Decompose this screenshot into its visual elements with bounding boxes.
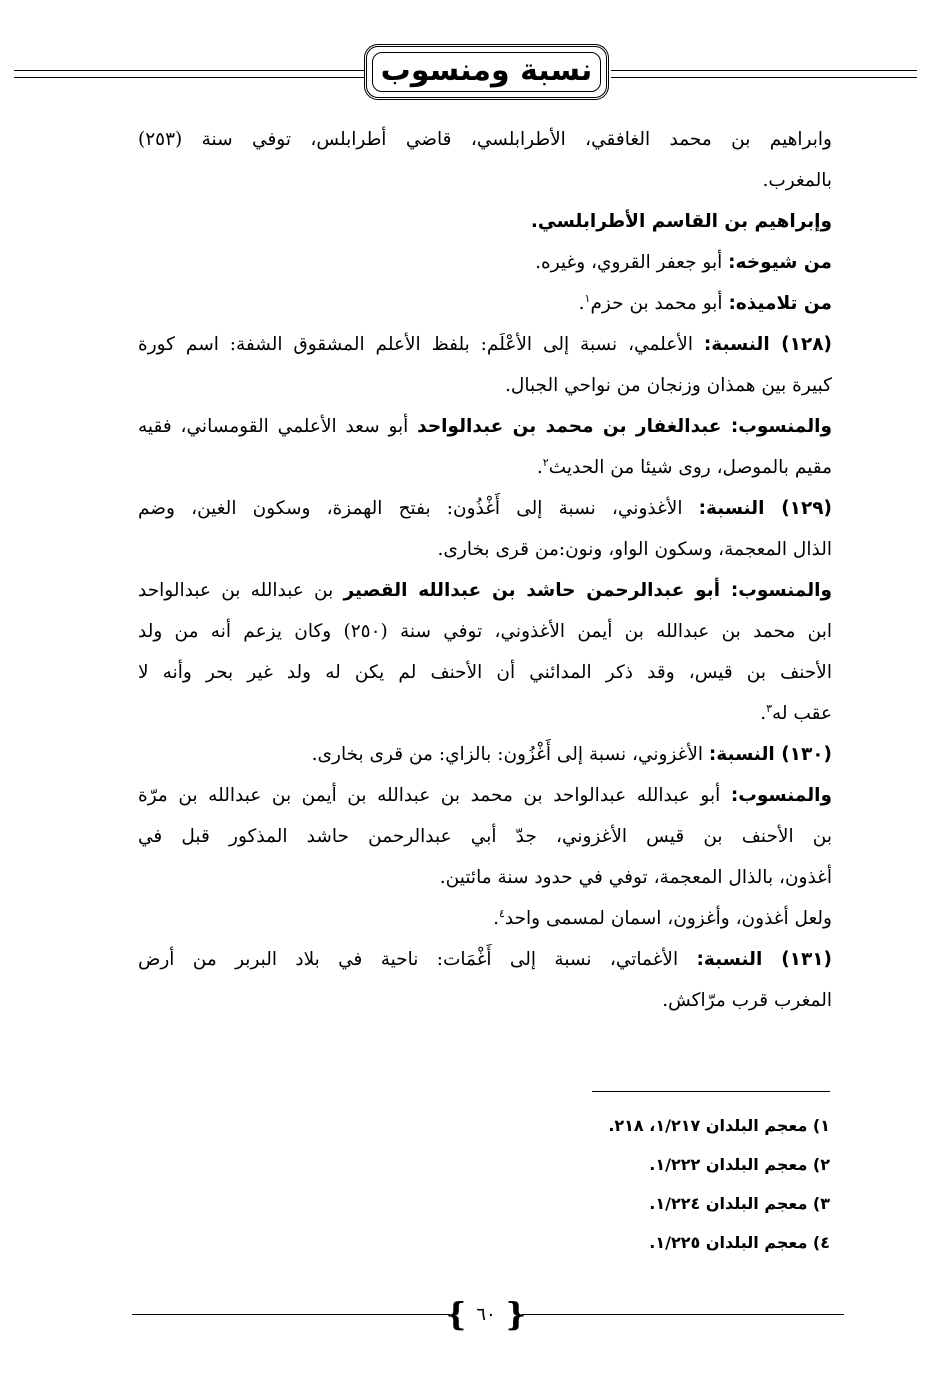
label-shuyukh: من شيوخه: [728, 252, 832, 273]
line-end: . [760, 703, 767, 724]
footnote-ref-4[interactable]: ٤ [498, 906, 505, 920]
header-rule-left [14, 70, 364, 78]
text-line-1: وابراهيم بن محمد الغافقي، الأطرابلسي، قاضي أطرابلس، توفي سنة (٢٥٣) [138, 129, 832, 150]
footnotes [500, 1106, 830, 1262]
text-line-19: أغذون، بالذال المعجمة، توفي في حدود سنة مائتين. [439, 867, 832, 888]
entry-number-128: (١٢٨) [781, 334, 832, 355]
entry-number-131: (١٣١) [781, 949, 832, 970]
talamidh-text: أبو محمد بن حزم [590, 293, 729, 314]
footnote-ref-2[interactable]: ٢ [542, 455, 549, 469]
footer-rule-right [522, 1314, 844, 1315]
text-line-21 [138, 939, 832, 980]
text-line-2: بالمغرب. [762, 170, 832, 191]
text-line-17 [138, 775, 832, 816]
footnote-ref-1[interactable]: ١ [584, 291, 591, 305]
label-nisba: النسبة: [698, 498, 782, 519]
text-line-8 [138, 406, 832, 447]
footnote-2: ٢) معجم البلدان ١/٢٢٢. [649, 1155, 830, 1174]
label-nisba: النسبة: [708, 744, 782, 765]
footnote-ref-3[interactable]: ٣ [766, 701, 772, 715]
label-nisba: النسبة: [696, 949, 782, 970]
text-segment: مقيم بالموصل، روى شيئا من الحديث [548, 457, 832, 478]
footer-rule-left [132, 1314, 450, 1315]
entry-number-130: (١٣٠) [781, 744, 832, 765]
mansub-text: أبو عبدالله عبدالواحد بن محمد بن عبدالله بن أيمن بن عبدالله بن مرّة [138, 785, 731, 806]
text-line-22: المغرب قرب مرّاكش. [662, 990, 832, 1011]
footnote-4: ٤) معجم البلدان ١/٢٢٥. [649, 1233, 830, 1252]
header-rule-right [611, 70, 917, 78]
page-title: نسبة ومنسوب [380, 52, 593, 88]
footnote-3: ٣) معجم البلدان ١/٢٢٤. [649, 1194, 830, 1213]
label-nisba: النسبة: [703, 334, 782, 355]
page-number-frame [445, 1295, 527, 1333]
text-line-11: الذال المعجمة، وسكون الواو، ونون:من قرى بخارى. [437, 539, 832, 560]
text-segment: عقب له [772, 703, 832, 724]
text-line-7: كبيرة بين همذان وزنجان من نواحي الجبال. [505, 375, 832, 396]
text-line-6 [138, 324, 832, 365]
text-segment: ولعل أغذون، وأغزون، اسمان لمسمى واحد [504, 908, 832, 929]
left-brace-icon: { [445, 1295, 467, 1333]
line-end: . [536, 457, 543, 478]
nisba-text: الأغذوني، نسبة إلى أَغْذُون: بفتح الهمزة، وسكون الغين، وضم [138, 498, 699, 519]
text-line-10 [138, 488, 832, 529]
line-end: . [578, 293, 585, 314]
page-body [138, 119, 832, 1021]
text-line-4 [138, 242, 832, 283]
label-mansub: والمنسوب: أبو عبدالرحمن حاشد بن عبدالله القصير [343, 580, 832, 601]
header-title-frame [364, 44, 609, 100]
text-line-3 [138, 201, 832, 242]
shuyukh-text: أبو جعفر القروي، وغيره. [535, 252, 729, 273]
text-line-20 [138, 898, 832, 939]
text-line-14: الأحنف بن قيس، وقد ذكر المدائني أن الأحنف لم يكن له ولد غير بحر وأنه لا [138, 662, 832, 683]
text-line-18: بن الأحنف بن قيس الأغزوني، جدّ أبي عبدالرحمن حاشد المذكور قبل في [138, 826, 832, 847]
footnote-1: ١) معجم البلدان ١/٢١٧، ٢١٨. [608, 1116, 830, 1135]
nisba-text: الأعلمي، نسبة إلى الأعْلَم: بلفظ الأعلم المشقوق الشفة: اسم كورة [138, 334, 704, 355]
text-line-9 [138, 447, 832, 488]
footnote-separator [592, 1091, 830, 1092]
right-brace-icon: } [505, 1295, 527, 1333]
line-end: . [493, 908, 499, 929]
label-mansub: والمنسوب: [730, 785, 832, 806]
entry-number-129: (١٢٩) [781, 498, 832, 519]
entry-heading: وإبراهيم بن القاسم الأطرابلسي. [530, 211, 832, 232]
text-line-13: ابن محمد بن عبدالله بن أيمن الأغذوني، توفي سنة (٢٥٠) وكان يزعم أنه من ولد [138, 621, 832, 642]
text-line-12 [138, 570, 832, 611]
nisba-text: الأغزوني، نسبة إلى أَغْزُون: بالزاي: من قرى بخارى. [311, 744, 709, 765]
text-line-16 [138, 734, 832, 775]
label-mansub: والمنسوب: عبدالغفار بن محمد بن عبدالواحد [417, 416, 832, 437]
mansub-text: أبو سعد الأعلمي القومساني، فقيه [138, 416, 418, 437]
text-line-15 [138, 693, 832, 734]
text-line-5 [138, 283, 832, 324]
page-number: ٦٠ [476, 1303, 496, 1325]
mansub-text: بن عبدالله بن عبدالواحد [138, 580, 344, 601]
label-talamidh: من تلاميذه: [728, 293, 832, 314]
nisba-text: الأغماتي، نسبة إلى أَغْمَات: ناحية في بلاد البربر من أرض [138, 949, 697, 970]
